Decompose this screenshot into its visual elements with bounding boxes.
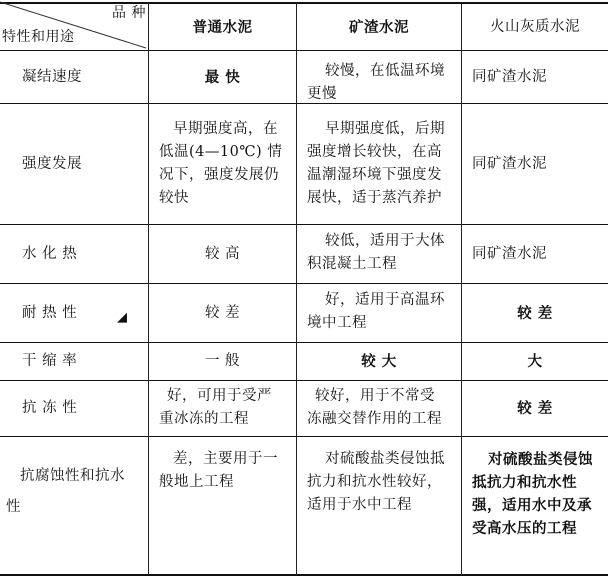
- cell-ordinary-heat: 较 差: [204, 304, 241, 321]
- cell-line: 重冰冻的工程: [159, 411, 249, 427]
- cell-line: 况下，强度发展仍: [159, 167, 279, 183]
- stray-ink-mark: ◢: [117, 310, 127, 325]
- cell-line: 同矿渣水泥: [472, 245, 547, 262]
- cell-line: 般地上工程: [159, 474, 234, 490]
- row-label-strength-development: 强度发展: [22, 155, 82, 172]
- row-label-corrosion-water-resistance: [6, 465, 148, 525]
- header-variety-label: 品 种: [112, 5, 146, 21]
- cell-pozzolanic-corrosion: [462, 448, 608, 574]
- cell-slag-setting: [297, 60, 461, 103]
- header-properties-label: 特性和用途: [2, 29, 75, 45]
- cell-slag-heat: [297, 289, 461, 342]
- cell-line: 早期强度高，在: [173, 121, 278, 137]
- cell-line: 较快: [159, 190, 189, 206]
- cell-pozzolanic-frost: 较 差: [517, 400, 553, 417]
- cell-line: 对硫酸盐类侵蚀: [488, 451, 593, 468]
- row-label-setting-speed: 凝结速度: [22, 68, 82, 85]
- cell-line: 较慢，在低温环境: [325, 63, 445, 79]
- cell-line: 冻融交替作用的工程: [307, 411, 442, 427]
- cell-line: 早期强度低，后期: [325, 121, 445, 137]
- cell-line: 同矿渣水泥: [472, 155, 547, 172]
- cell-line: 受高水压的工程: [472, 520, 577, 537]
- cell-line: 抗腐蚀性和抗水: [20, 468, 125, 484]
- row-label-heat-resistance: 耐 热 性: [22, 304, 78, 321]
- cell-line: 性: [6, 499, 21, 515]
- cell-line: 抵抗力和抗水性: [472, 474, 577, 491]
- table-rule: [0, 574, 608, 576]
- cell-line: 同矿渣水泥: [472, 68, 547, 85]
- cell-slag-hydration: [297, 230, 461, 283]
- row-label-hydration-heat: 水 化 热: [22, 245, 78, 262]
- header-slag-cement: 矿渣水泥: [349, 18, 409, 36]
- cell-pozzolanic-setting: [462, 51, 608, 103]
- cell-ordinary-corrosion: [149, 448, 296, 574]
- cell-slag-corrosion: [297, 448, 461, 574]
- cell-slag-shrinkage: 较 大: [361, 353, 397, 370]
- row-label-drying-shrinkage: 干 缩 率: [22, 353, 78, 369]
- header-ordinary-cement: 普通水泥: [192, 18, 253, 36]
- cell-line: 差，主要用于一: [173, 451, 278, 467]
- cell-line: 好，适用于高温环: [325, 292, 445, 308]
- cell-pozzolanic-heat: 较 差: [517, 304, 553, 322]
- cell-line: 展快，适于蒸汽养护: [307, 190, 442, 206]
- table-rule: [0, 436, 608, 437]
- header-pozzolanic-cement: 火山灰质水泥: [490, 18, 580, 35]
- cell-ordinary-hydration: 较 高: [204, 245, 241, 262]
- cell-ordinary-setting: 最 快: [204, 68, 241, 86]
- cell-line: 较低，适用于大体: [325, 233, 445, 249]
- cell-line: 境中工程: [307, 315, 367, 331]
- cell-line: 低温(4—10℃) 情: [159, 144, 283, 160]
- cell-pozzolanic-shrinkage: 大: [527, 353, 543, 370]
- row-label-frost-resistance: 抗 冻 性: [22, 400, 78, 416]
- cell-line: 好，可用于受严: [167, 388, 272, 404]
- cell-line: 较好，用于不常受: [315, 388, 435, 404]
- cell-line: 适用于水中工程: [307, 497, 412, 513]
- cell-line: 积混凝土工程: [307, 256, 397, 272]
- cell-line: 温潮湿环境下强度发: [307, 167, 442, 183]
- cell-line: 强，适用水中及承: [472, 497, 592, 514]
- cell-pozzolanic-strength: [462, 104, 608, 224]
- cell-pozzolanic-hydration: [462, 225, 608, 283]
- cell-ordinary-shrinkage: 一 般: [204, 353, 241, 369]
- cell-ordinary-frost: [149, 385, 296, 436]
- cell-ordinary-strength: [149, 118, 296, 224]
- cell-slag-frost: [297, 385, 461, 436]
- cell-line: 更慢: [307, 86, 337, 102]
- cell-line: 对硫酸盐类侵蚀抵: [325, 451, 445, 467]
- cell-line: 抗力和抗水性较好，: [307, 474, 442, 490]
- cell-slag-strength: [297, 118, 461, 224]
- cell-line: 强度增长较快，在高: [307, 144, 442, 160]
